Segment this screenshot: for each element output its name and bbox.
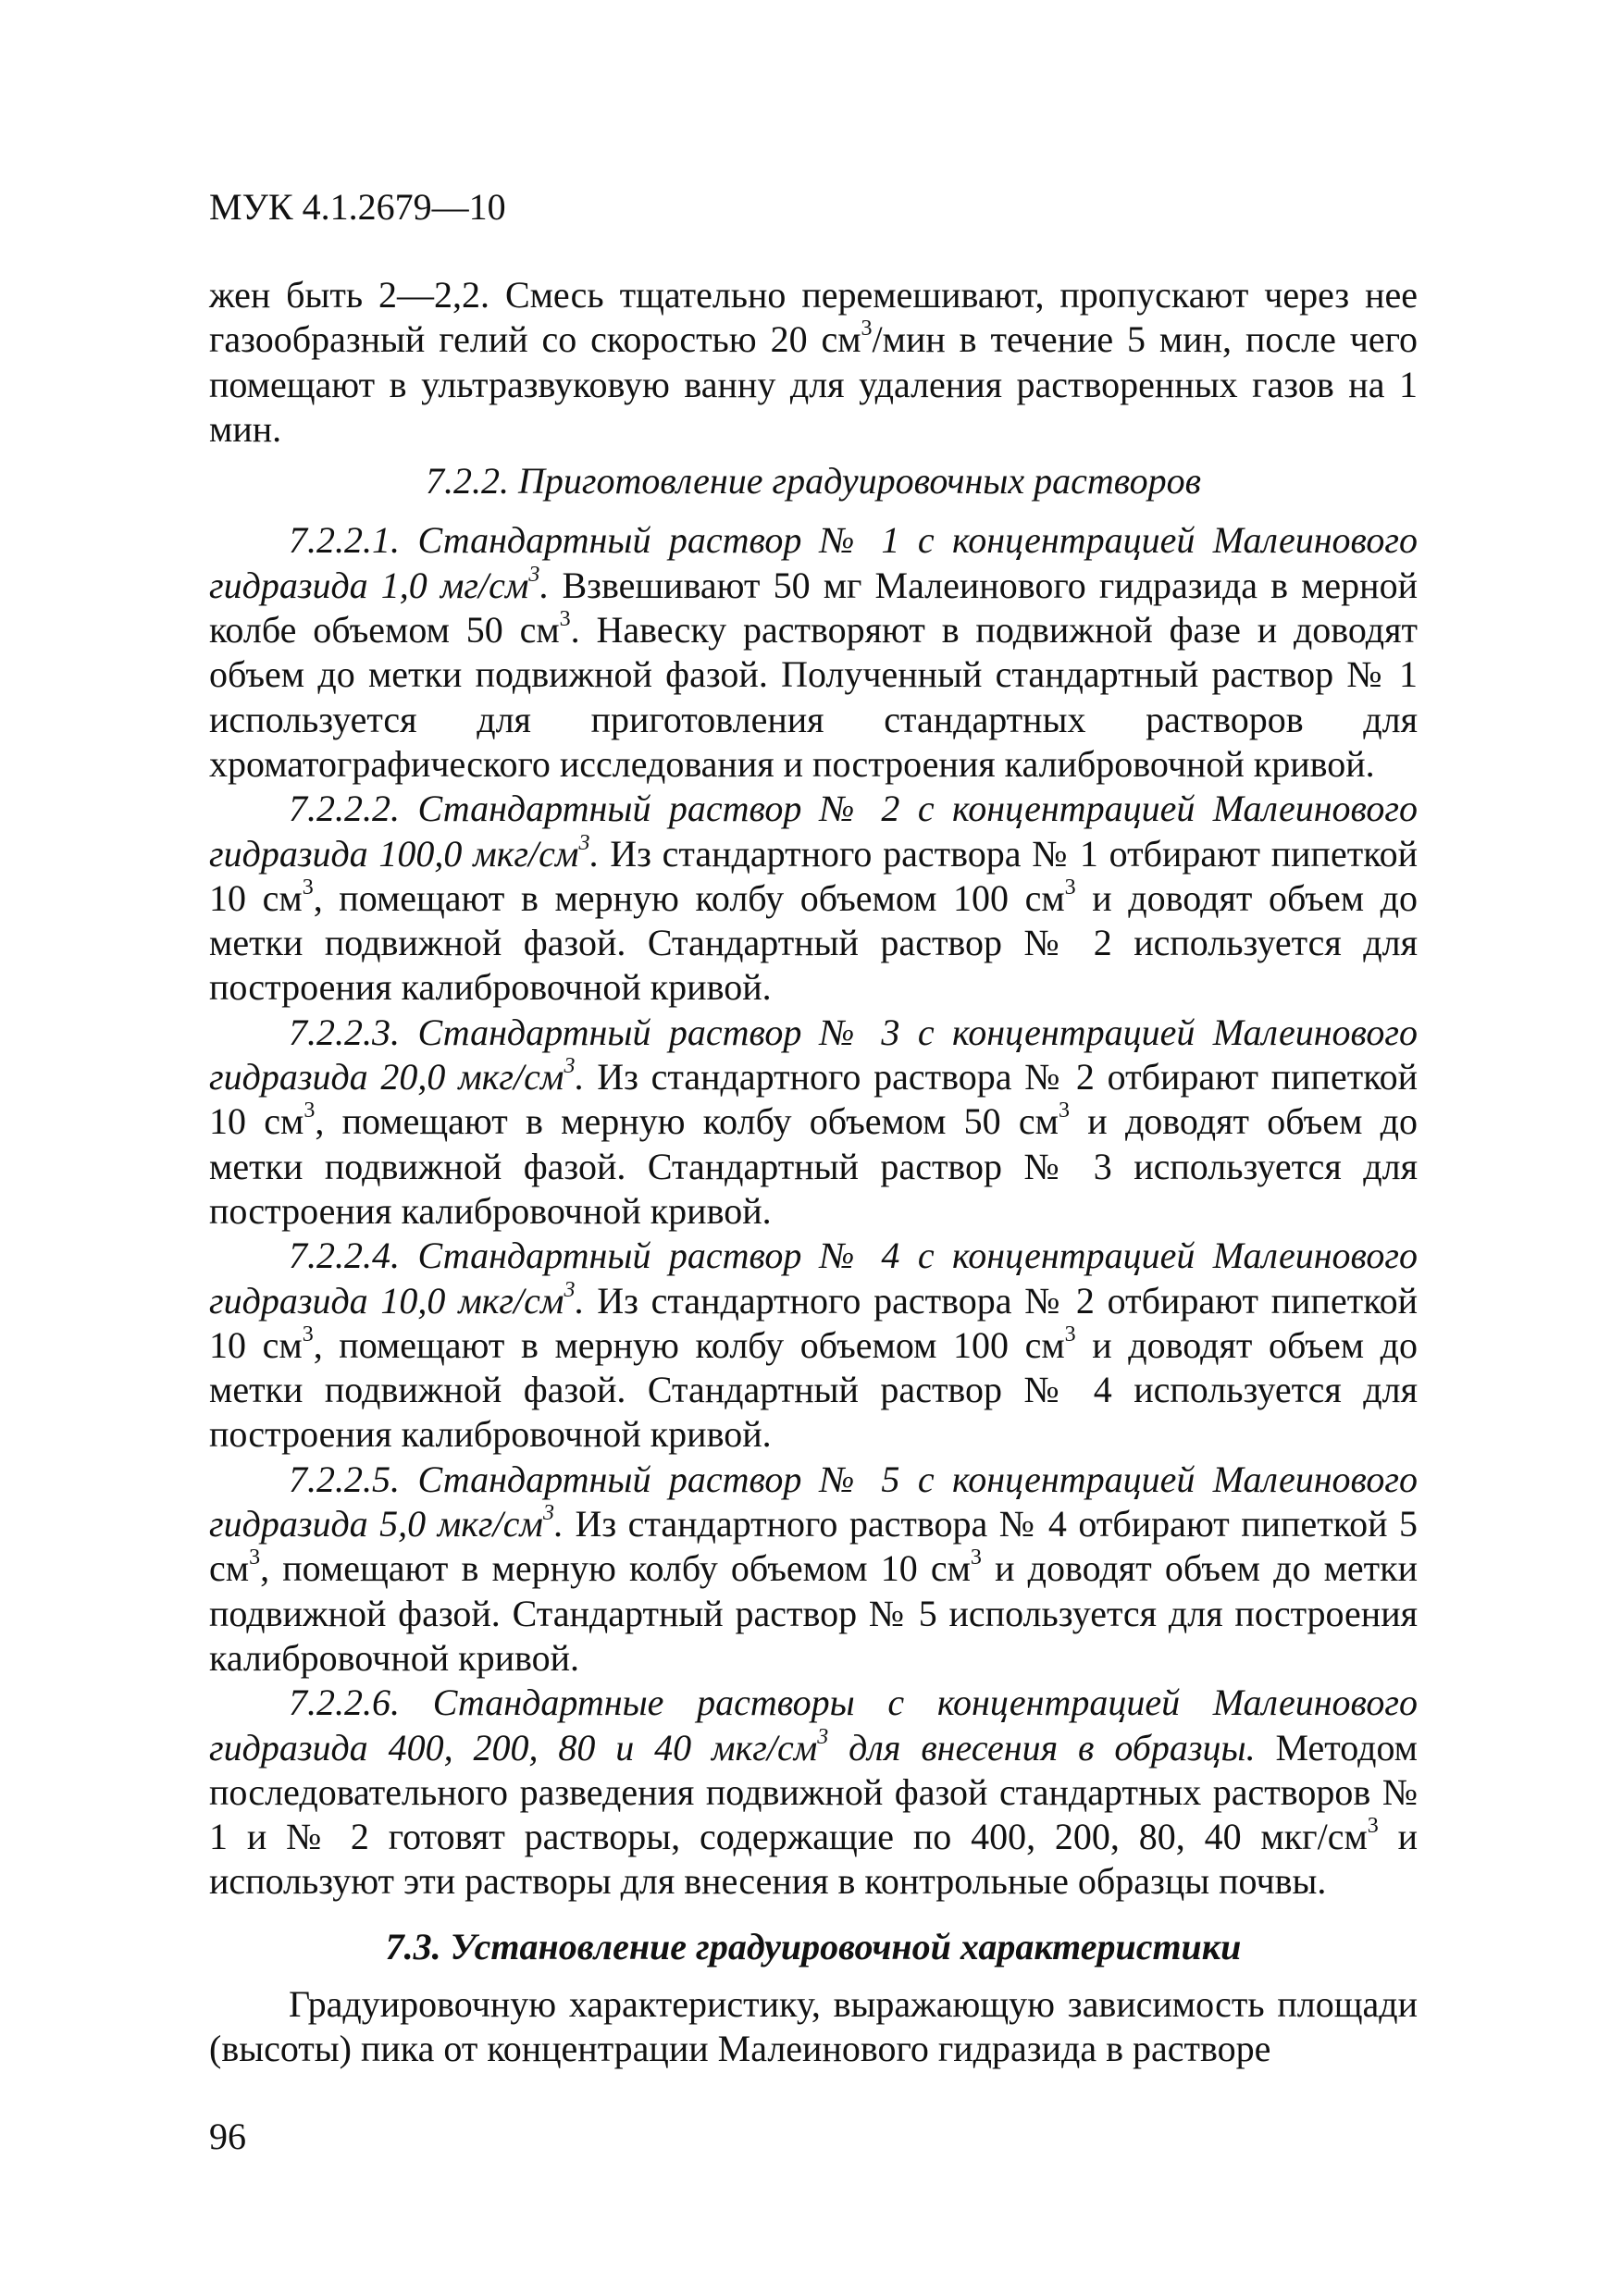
paragraph-calibration: Градуировочную характеристику, выражающую зависимость площади (высоты) пика от концентрации Малеинового гидразида в растворе: [209, 1982, 1418, 2070]
running-header: МУК 4.1.2679—10: [209, 186, 506, 228]
page-number: 96: [209, 2116, 246, 2157]
section-heading: 7.3. Установление градуировочной характеристики: [385, 1925, 1242, 1967]
paragraph-solution-3: 7.2.2.3. Стандартный раствор № 3 с концентрацией Малеинового гидразида 20,0 мкг/$см^3$. Из стандартного раствора № 2 отбирают пипеткой 10 $см^3$, помещают в мерную колбу объемом 50 $см^3$ и доводят объем до метки подвижной фазой. Стандартный раствор № 3 используется для построения калибровочной кривой.: [209, 1011, 1419, 1232]
paragraph-solution-5: 7.2.2.5. Стандартный раствор № 5 с концентрацией Малеинового гидразида 5,0 мкг/$см^3$. Из стандартного раствора № 4 отбирают пипеткой 5 $см^3$, помещают в мерную колбу объемом 10 $см^3$ и доводят объем до метки подвижной фазой. Стандартный раствор № 5 используется для построения калибровочной кривой.: [209, 1458, 1419, 1679]
paragraph-intro: жен быть 2—2,2. Смесь тщательно перемешивают, пропускают через нее газообразный гелий со скоростью 20 $см^3$/мин в течение 5 мин, после чего помещают в ультразвуковую ванну для удаления растворенных газов на 1 мин.: [209, 274, 1419, 450]
paragraph-solution-1: 7.2.2.1. Стандартный раствор № 1 с концентрацией Малеинового гидразида 1,0 $мг/см^3$. Взвешивают 50 мг Малеинового гидразида в мерной колбе объемом 50 $см^3$. Навеску растворяют в подвижной фазе и доводят объем до метки подвижной фазой. Полученный стандартный раствор № 1 используется для приготовления стандартных растворов для хроматографического исследования и построения калибровочной кривой.: [209, 519, 1418, 785]
paragraph-solution-2: 7.2.2.2. Стандартный раствор № 2 с концентрацией Малеинового гидразида 100,0 мкг/$см^3$. Из стандартного раствора № 1 отбирают пипеткой 10 $см^3$, помещают в мерную колбу объемом 100 $см^3$ и доводят объем до метки подвижной фазой. Стандартный раствор № 2 используется для построения калибровочной кривой.: [209, 788, 1419, 1009]
paragraph-solution-4: 7.2.2.4. Стандартный раствор № 4 с концентрацией Малеинового гидразида 10,0 мкг/$см^3$. Из стандартного раствора № 2 отбирают пипеткой 10 $см^3$, помещают в мерную колбу объемом 100 $см^3$ и доводят объем до метки подвижной фазой. Стандартный раствор № 4 используется для построения калибровочной кривой.: [209, 1235, 1419, 1456]
body-text: [209, 273, 1418, 2072]
subsection-heading: 7.2.2. Приготовление градуировочных растворов: [425, 460, 1201, 503]
paragraph-solution-6: 7.2.2.6. Стандартные растворы с концентрацией Малеинового гидразида 400, 200, 80 и 40 мкг/$см^3$ для внесения в образцы. Методом последовательного разведения подвижной фазой стандартных растворов № 1 и № 2 готовят растворы, содержащие по 400, 200, 80, 40 мкг/$см^3$ и используют эти растворы для внесения в контрольные образцы почвы.: [209, 1682, 1419, 1903]
